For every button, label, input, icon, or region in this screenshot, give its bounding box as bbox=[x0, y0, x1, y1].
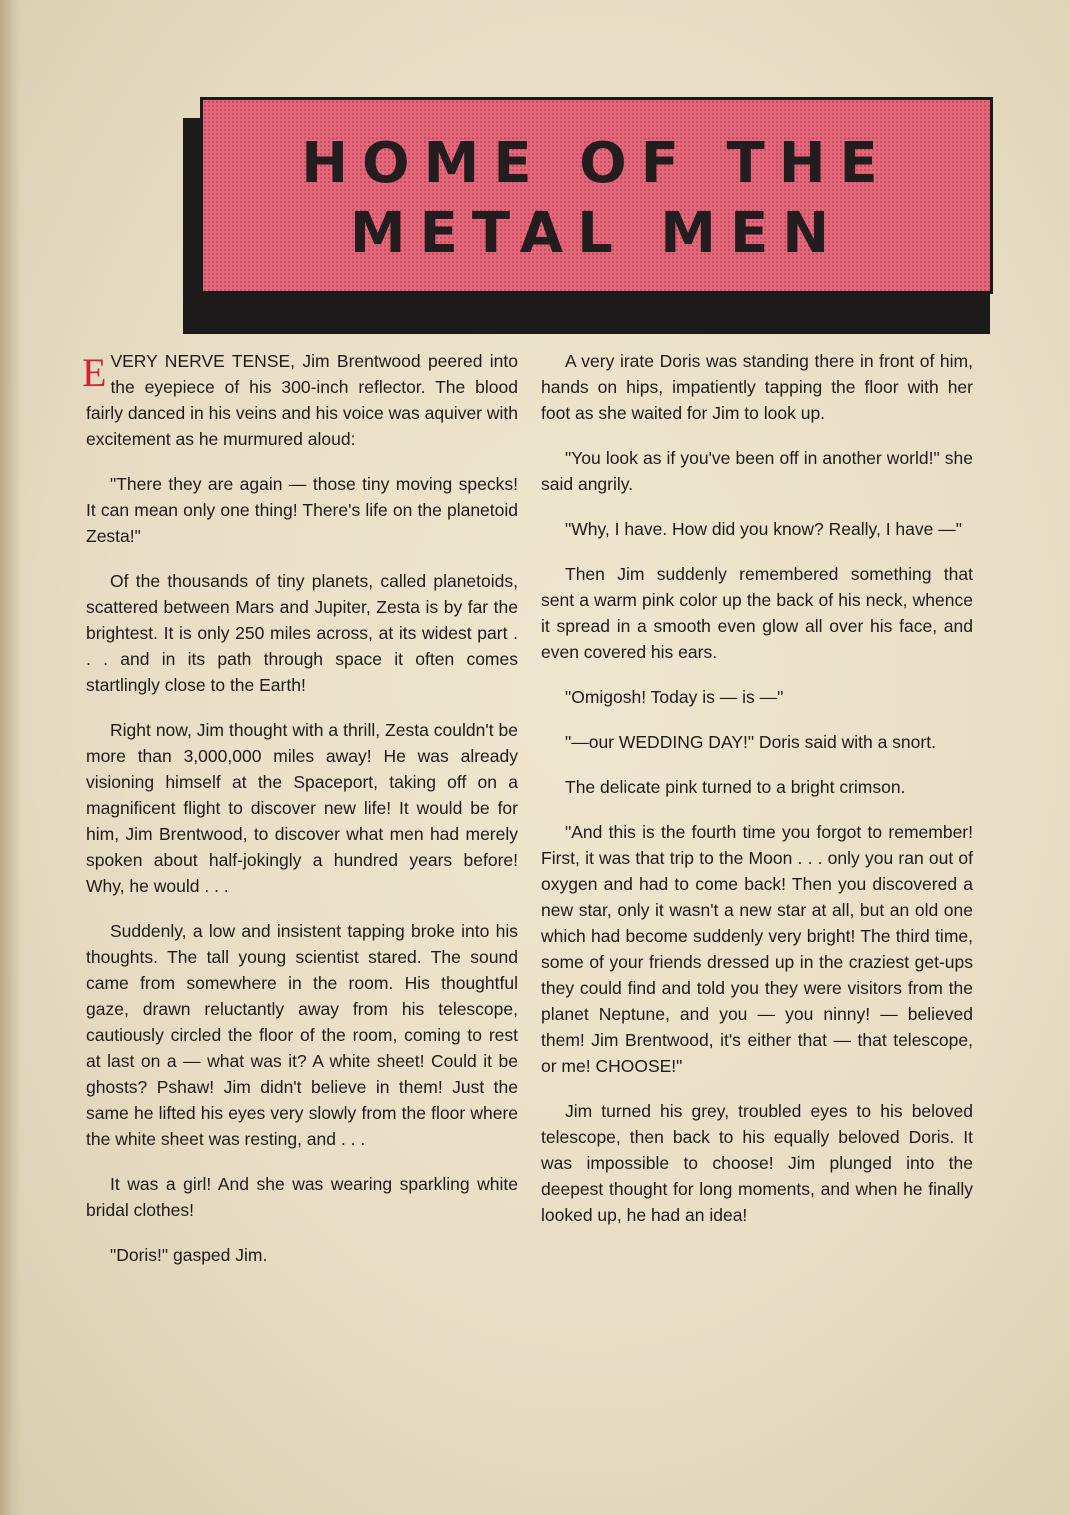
title-line-2: METAL MEN bbox=[349, 201, 844, 266]
story-paragraph: "And this is the fourth time you forgot to remember! First, it was that trip to the Moon . . . only you ran out of oxygen and had to come back! Then you discovered a new star, only it wasn't a new star at all, but an old one which had become suddenly very bright! The third time, some of your friends dressed up in the craziest get-ups they could find and told you they were visitors from the planet Neptune, and you — you ninny! — believed them! Jim Brentwood, it's either that — that telescope, or me! CHOOSE!" bbox=[541, 822, 973, 1076]
story-paragraph: Suddenly, a low and insistent tapping broke into his thoughts. The tall young scientist stared. The sound came from somewhere in the room. His thoughtful gaze, drawn reluctantly away from his telescope, cautiously circled the floor of the room, coming to rest at last on a — what was it? A white sheet! Could it be ghosts? Pshaw! Jim didn't believe in them! Just the same he lifted his eyes very slowly from the floor where the white sheet was resting, and . . . bbox=[86, 921, 518, 1149]
story-paragraph: "You look as if you've been off in another world!" she said angrily. bbox=[541, 448, 973, 494]
page-spine-shadow bbox=[0, 0, 22, 1515]
story-paragraph: Right now, Jim thought with a thrill, Zesta couldn't be more than 3,000,000 miles away! He was already visioning himself at the Spaceport, taking off on a magnificent flight to discover new life! It would be for him, Jim Brentwood, to discover what men had merely spoken about half-jokingly a hundred years before! Why, he would . . . bbox=[86, 720, 518, 896]
story-column-left bbox=[82, 348, 518, 1287]
story-paragraph: Then Jim suddenly remembered something that sent a warm pink color up the back of his neck, whence it spread in a smooth even glow all over his face, and even covered his ears. bbox=[541, 564, 973, 662]
story-paragraph-text: VERY NERVE TENSE, Jim Brentwood peered into the eyepiece of his 300-inch reflector. The blood fairly danced in his veins and his voice was aquiver with excitement as he murmured aloud: bbox=[86, 351, 518, 449]
story-paragraph bbox=[82, 348, 518, 452]
story-paragraph: "Doris!" gasped Jim. bbox=[110, 1245, 268, 1265]
story-column-right bbox=[541, 348, 973, 1247]
story-paragraph: "—our WEDDING DAY!" Doris said with a snort. bbox=[565, 732, 936, 752]
story-paragraph: Of the thousands of tiny planets, called planetoids, scattered between Mars and Jupiter, Zesta is by far the brightest. It is only 250 miles across, at its widest part . . . and in its path through space it often comes startlingly close to the Earth! bbox=[86, 571, 518, 695]
story-paragraph: "There they are again — those tiny moving specks! It can mean only one thing! There's life on the planetoid Zesta!" bbox=[86, 474, 518, 546]
story-paragraph: Jim turned his grey, troubled eyes to his beloved telescope, then back to his equally beloved Doris. It was impossible to choose! Jim plunged into the deepest thought for long moments, and when he finally looked up, he had an idea! bbox=[541, 1101, 973, 1225]
title-line-1: HOME OF THE bbox=[301, 131, 892, 196]
story-paragraph: It was a girl! And she was wearing sparkling white bridal clothes! bbox=[86, 1174, 518, 1220]
story-paragraph: "Omigosh! Today is — is —" bbox=[565, 687, 784, 707]
story-paragraph: "Why, I have. How did you know? Really, I have —" bbox=[565, 519, 962, 539]
story-paragraph: A very irate Doris was standing there in front of him, hands on hips, impatiently tapping the floor with her foot as she waited for Jim to look up. bbox=[541, 351, 973, 423]
story-paragraph: The delicate pink turned to a bright crimson. bbox=[565, 777, 906, 797]
title-banner bbox=[200, 97, 993, 294]
drop-cap: E bbox=[82, 350, 107, 395]
